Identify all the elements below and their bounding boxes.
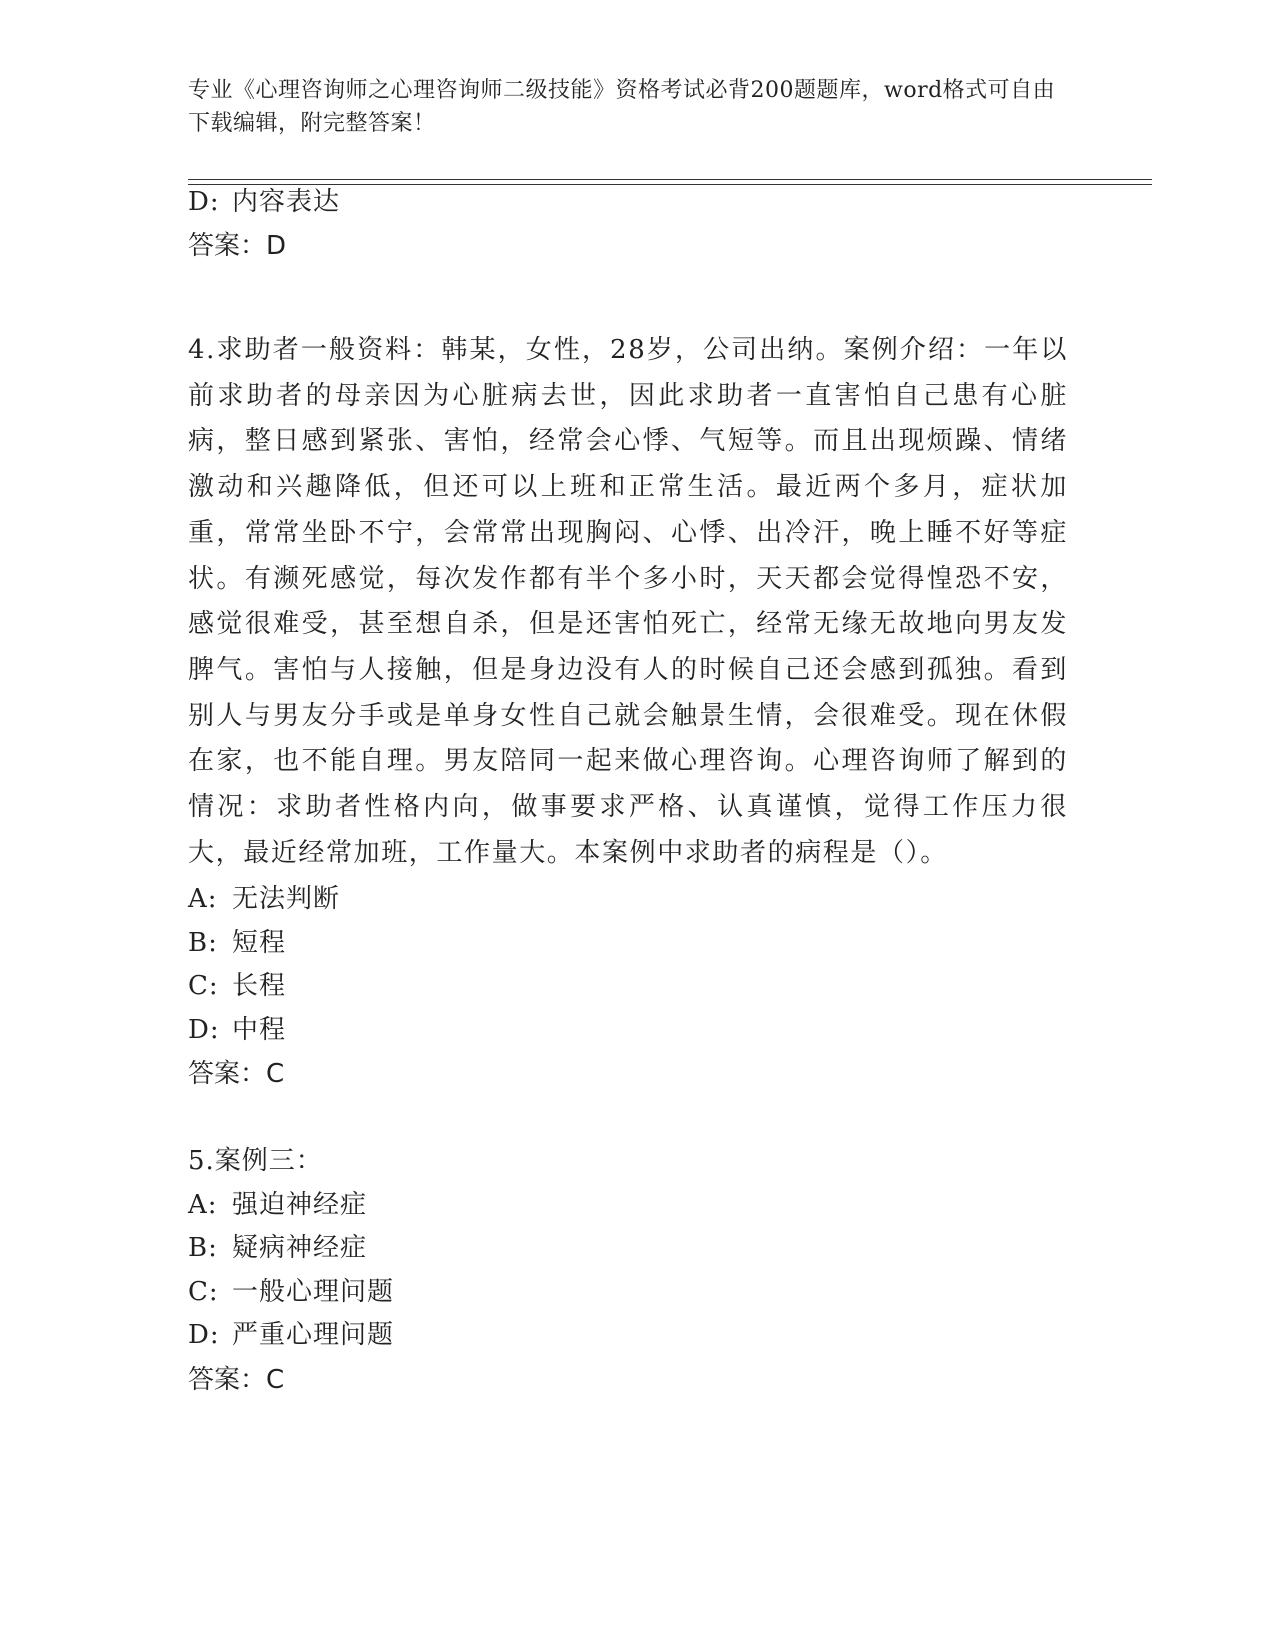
q5-answer: 答案：C (188, 1365, 285, 1395)
option-label: A: (188, 1190, 218, 1220)
q4-option-c (188, 970, 286, 1002)
q4-option-a (188, 883, 340, 915)
q4-option-d (188, 1014, 286, 1046)
option-label: B: (188, 928, 218, 958)
option-text: 严重心理问题 (232, 1320, 395, 1350)
document-header: 专业《心理咨询师之心理咨询师二级技能》资格考试必背200题题库，word格式可自由下载编辑，附完整答案！ (188, 78, 1056, 136)
q3-answer: 答案：D (188, 231, 287, 261)
q3-option-d (188, 186, 340, 218)
option-label: B: (188, 1233, 218, 1263)
q5-option-b (188, 1232, 367, 1264)
option-text: 强迫神经症 (232, 1190, 368, 1220)
option-text: 长程 (232, 971, 287, 1001)
q5-option-d (188, 1319, 394, 1351)
option-text: 中程 (232, 1015, 287, 1045)
option-text: 短程 (232, 928, 287, 958)
q5-option-a (188, 1189, 367, 1221)
q4-stem: 4.求助者一般资料：韩某，女性，28岁，公司出纳。案例介绍：一年以前求助者的母亲因为心脏病去世，因此求助者一直害怕自己患有心脏病，整日感到紧张、害怕，经常会心悸、气短等。而且出现烦躁、情绪激动和兴趣降低，但还可以上班和正常生活。最近两个多月，症状加重，常常坐卧不宁，会常常出现胸闷、心悸、出冷汗，晚上睡不好等症状。有濒死感觉，每次发作都有半个多小时，天天都会觉得惶恐不安，感觉很难受，甚至想自杀，但是还害怕死亡，经常无缘无故地向男友发脾气。害怕与人接触，但是身边没有人的时候自己还会感到孤独。看到别人与男友分手或是单身女性自己就会触景生情，会很难受。现在休假在家，也不能自理。男友陪同一起来做心理咨询。心理咨询师了解到的情况：求助者性格内向，做事要求严格、认真谨慎，觉得工作压力很大，最近经常加班，工作量大。本案例中求助者的病程是（）。 (188, 335, 1068, 868)
q5-option-c (188, 1276, 394, 1308)
option-label: D: (188, 187, 220, 217)
q4-answer: 答案：C (188, 1059, 285, 1089)
q5-stem: 5.案例三： (188, 1146, 323, 1176)
option-label: D: (188, 1015, 220, 1045)
q4-option-b (188, 927, 286, 959)
option-label: A: (188, 884, 218, 914)
option-label: C: (188, 1277, 219, 1307)
option-text: 无法判断 (232, 884, 341, 914)
header-rule-top (188, 179, 1152, 180)
option-text: 内容表达 (232, 187, 341, 217)
option-text: 一般心理问题 (232, 1277, 395, 1307)
option-label: D: (188, 1320, 220, 1350)
option-label: C: (188, 971, 219, 1001)
option-text: 疑病神经症 (232, 1233, 368, 1263)
header-rule-bottom (188, 184, 1152, 185)
